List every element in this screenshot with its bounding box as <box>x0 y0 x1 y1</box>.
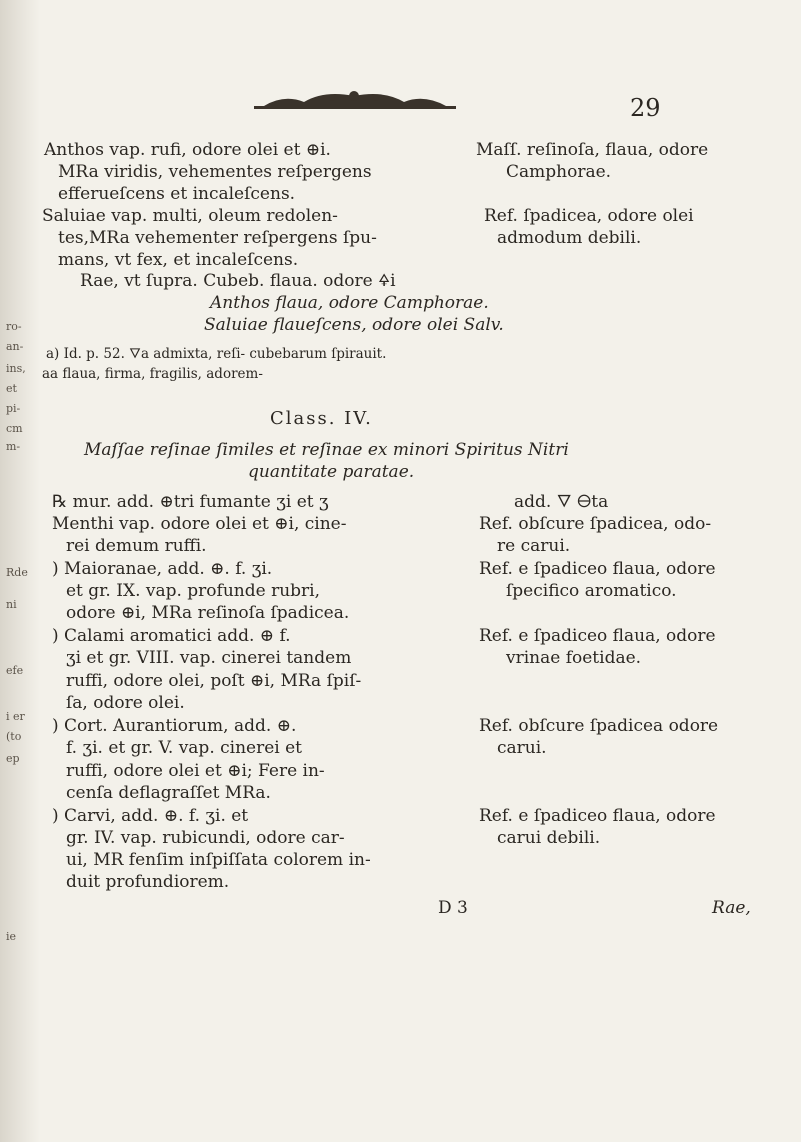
headpiece-ornament <box>254 88 456 114</box>
gutter-fragment: (to <box>6 730 22 743</box>
text-line-right: Ref. ſpadicea, odore olei <box>484 206 694 226</box>
gutter-fragment: Rde <box>6 566 28 579</box>
text-line-right: Ref. e ſpadiceo flaua, odore <box>479 559 716 579</box>
text-line-left: f. ʒi. et gr. V. vap. cinerei et <box>66 738 303 758</box>
text-line-right: add. 🜄 🜔ta <box>514 492 609 512</box>
gutter-fragment: ins, <box>6 362 26 375</box>
gutter-fragment: cm <box>6 422 23 435</box>
text-line-left: ) Carvi, add. ⊕. f. ʒi. et <box>52 806 249 826</box>
text-line-left: gr. IV. vap. rubicundi, odore car- <box>66 828 345 848</box>
gutter-fragment: ep <box>6 752 20 765</box>
text-line-right: Camphorae. <box>506 162 612 182</box>
gutter-fragment: efe <box>6 664 24 677</box>
text-line-right: vrinae foetidae. <box>506 648 642 668</box>
text-line-right: carui debili. <box>497 828 601 848</box>
text-line-left: ) Calami aromatici add. ⊕ f. <box>52 626 291 646</box>
text-line-left: Rae, vt ſupra. Cubeb. flaua. odore 🜍i <box>80 271 396 291</box>
text-line-right: ſpecifico aromatico. <box>506 581 677 601</box>
text-line-left: ʒi et gr. VIII. vap. cinerei tandem <box>66 648 352 668</box>
text-line-left: Menthi vap. odore olei et ⊕i, cine- <box>52 514 347 534</box>
text-line-left: ſa, odore olei. <box>66 693 185 713</box>
gutter-fragment: an- <box>6 340 24 353</box>
signature-mark: D 3 <box>438 898 468 918</box>
text-line-left: Anthos vap. rufi, odore olei et ⊕i. <box>44 140 331 160</box>
text-line-right: Ref. obſcure ſpadicea, odo- <box>479 514 712 534</box>
text-line-left: cenſa deflagraſſet MRa. <box>66 783 271 803</box>
text-line-right: re carui. <box>497 536 571 556</box>
page-number: 29 <box>630 94 661 122</box>
text-line-left: Saluiae vap. multi, oleum redolen- <box>42 206 338 226</box>
footnote-line: aa flaua, firma, fragilis, adorem- <box>42 366 263 382</box>
section-subtitle: Maſſae reſinae ſimiles et reſinae ex minori Spiritus Nitri <box>84 440 569 460</box>
text-line-left: Saluiae flaueſcens, odore olei Salv. <box>204 315 504 335</box>
text-line-left: efferueſcens et incaleſcens. <box>58 184 296 204</box>
text-line-left: Anthos flaua, odore Camphorae. <box>210 293 489 313</box>
text-line-right: carui. <box>497 738 547 758</box>
text-line-left: odore ⊕i, MRa reſinoſa ſpadicea. <box>66 603 350 623</box>
gutter-fragment: i er <box>6 710 25 723</box>
text-line-right: Ref. e ſpadiceo flaua, odore <box>479 626 716 646</box>
text-line-left: rei demum ruffi. <box>66 536 207 556</box>
gutter-fragment: pi- <box>6 402 21 415</box>
text-line-right: Maſſ. reſinoſa, flaua, odore <box>476 140 709 160</box>
text-line-left: ) Maioranae, add. ⊕. f. ʒi. <box>52 559 273 579</box>
gutter-fragment: ro- <box>6 320 22 333</box>
gutter-fragment: et <box>6 382 17 395</box>
gutter-fragment: ie <box>6 930 17 943</box>
catchword: Rae, <box>712 898 751 918</box>
text-line-left: tes,MRa vehementer reſpergens ſpu- <box>58 228 377 248</box>
text-line-left: ruffi, odore olei, poſt ⊕i, MRa ſpiſ- <box>66 671 362 691</box>
text-line-right: Ref. obſcure ſpadicea odore <box>479 716 719 736</box>
section-subtitle: quantitate paratae. <box>248 462 415 482</box>
gutter-fragment: ni <box>6 598 17 611</box>
section-heading: Class. IV. <box>270 408 373 429</box>
text-line-right: admodum debili. <box>497 228 642 248</box>
text-line-left: MRa viridis, vehementes reſpergens <box>58 162 372 182</box>
text-line-left: ruffi, odore olei et ⊕i; Fere in- <box>66 761 325 781</box>
text-line-left: mans, vt fex, et incaleſcens. <box>58 250 299 270</box>
text-line-left: ) Cort. Aurantiorum, add. ⊕. <box>52 716 297 736</box>
gutter-fragment: m- <box>6 440 21 453</box>
text-line-left: ui, MR fenſim inſpiſſata colorem in- <box>66 850 371 870</box>
text-line-left: et gr. IX. vap. profunde rubri, <box>66 581 321 601</box>
footnote-line: a) Id. p. 52. 🜄a admixta, reſi- cubebarum ſpirauit. <box>46 346 387 362</box>
text-line-left: ℞ mur. add. ⊕tri fumante ʒi et ʒ <box>52 492 329 512</box>
text-line-left: duit profundiorem. <box>66 872 230 892</box>
text-line-right: Ref. e ſpadiceo flaua, odore <box>479 806 716 826</box>
binding-gutter <box>0 0 40 1142</box>
